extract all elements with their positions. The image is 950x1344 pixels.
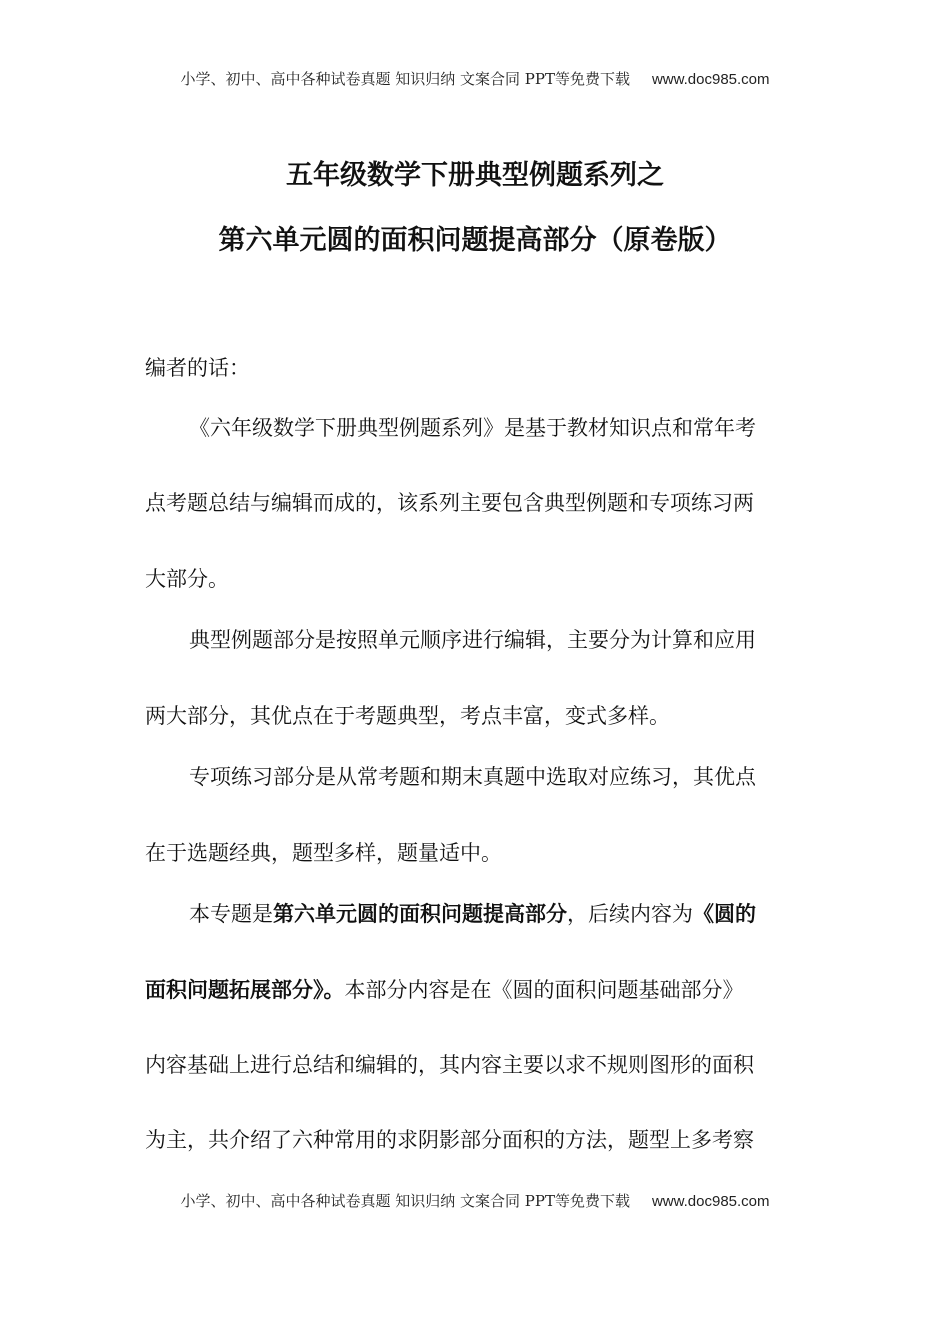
paragraph-4-bold-topic: 第六单元圆的面积问题提高部分: [273, 902, 567, 926]
paragraph-1-line-1: 《六年级数学下册典型例题系列》是基于教材知识点和常年考: [189, 416, 756, 440]
editor-note-label: 编者的话：: [145, 356, 250, 380]
paragraph-1-line-2: 点考题总结与编辑而成的，该系列主要包含典型例题和专项练习两: [145, 491, 754, 515]
footer-text: 小学、初中、高中各种试卷真题 知识归纳 文案合同 PPT等免费下载: [180, 1192, 630, 1210]
paragraph-4-line-1: [145, 898, 793, 928]
paragraph-1-line-3: 大部分。: [145, 567, 229, 591]
paragraph-4-text: ，后续内容为: [567, 902, 693, 926]
paragraph-4-line-2: [145, 974, 793, 1004]
paragraph-4-bold-next: 《圆的: [693, 902, 756, 926]
page-footer: [0, 1190, 950, 1211]
paragraph-4-line-4: 为主，共介绍了六种常用的求阴影部分面积的方法，题型上多考察: [145, 1128, 754, 1152]
paragraph-4-text: 本部分内容是在《圆的面积问题基础部分》: [344, 978, 744, 1002]
paragraph-3-line-2: 在于选题经典，题型多样，题量适中。: [145, 841, 502, 865]
header-text: 小学、初中、高中各种试卷真题 知识归纳 文案合同 PPT等免费下载: [180, 70, 630, 88]
paragraph-2-line-2: 两大部分，其优点在于考题典型，考点丰富，变式多样。: [145, 704, 670, 728]
footer-site-link[interactable]: www.doc985.com: [651, 1193, 770, 1210]
paragraph-3-line-1: 专项练习部分是从常考题和期末真题中选取对应练习，其优点: [189, 765, 756, 789]
paragraph-2-line-1: 典型例题部分是按照单元顺序进行编辑，主要分为计算和应用: [189, 628, 756, 652]
paragraph-4-text: 本专题是: [189, 902, 273, 926]
header-site-link[interactable]: www.doc985.com: [651, 71, 770, 88]
page-header: [0, 68, 950, 89]
paragraph-4-line-3: 内容基础上进行总结和编辑的，其内容主要以求不规则图形的面积: [145, 1053, 754, 1077]
document-title-line-2: 第六单元圆的面积问题提高部分（原卷版）: [218, 225, 732, 256]
paragraph-4-bold-next: 面积问题拓展部分》。: [145, 978, 345, 1002]
document-title-line-1: 五年级数学下册典型例题系列之: [286, 160, 664, 191]
